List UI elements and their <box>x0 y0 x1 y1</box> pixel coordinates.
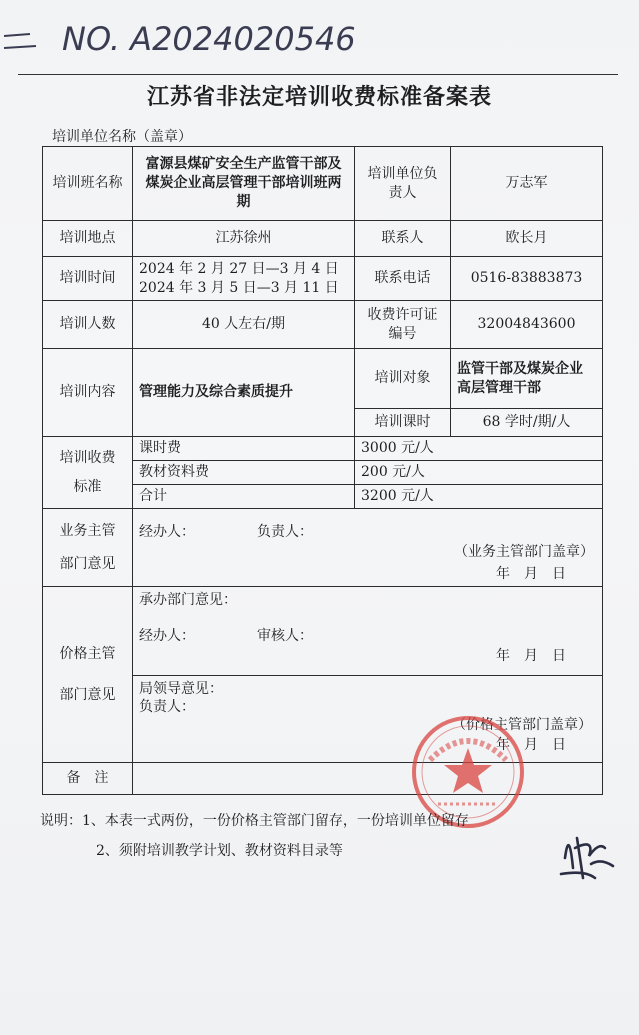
top-rule <box>18 74 618 75</box>
fee-label-line2: 标准 <box>73 478 102 495</box>
license-value: 32004843600 <box>451 301 603 349</box>
location-label: 培训地点 <box>43 221 133 257</box>
row-content-a <box>43 349 603 409</box>
content-label: 培训内容 <box>43 349 133 437</box>
fee-row-1 <box>43 437 603 461</box>
price-date-1: 年 月 日 <box>496 648 566 664</box>
owner-label: 培训单位负责人 <box>355 147 451 221</box>
remark-value <box>133 763 603 795</box>
price-date-2: 年 月 日 <box>496 737 566 753</box>
business-opinion-cell <box>133 509 603 587</box>
price-seal-note: （价格主管部门盖章） <box>452 717 592 733</box>
note-line-2: 2、须附培训教学计划、教材资料目录等 <box>96 843 343 859</box>
form-title: 江苏省非法定培训收费标准备案表 <box>146 84 492 110</box>
filing-form-table <box>42 146 603 795</box>
count-value: 40 人左右/期 <box>133 301 355 349</box>
contact-label: 联系人 <box>355 221 451 257</box>
fee-label-line1: 培训收费 <box>59 449 116 466</box>
price-reviewer: 审核人： <box>257 628 313 644</box>
note-line-1: 说明：1、本表一式两份，一份价格主管部门留存，一份培训单位留存 <box>40 813 469 829</box>
class-name-label: 培训班名称 <box>43 147 133 221</box>
fee-item-amount: 200 元/人 <box>355 461 603 485</box>
contact-value: 欧长月 <box>451 221 603 257</box>
handwritten-signature <box>555 808 625 888</box>
fee-item-amount: 3200 元/人 <box>355 485 603 509</box>
time-label: 培训时间 <box>43 257 133 301</box>
business-label <box>43 509 133 587</box>
phone-value: 0516-83883873 <box>451 257 603 301</box>
price-label <box>43 587 133 763</box>
fee-label <box>43 437 133 509</box>
owner-value: 万志军 <box>451 147 603 221</box>
dept-opinion-label: 承办部门意见： <box>139 592 237 608</box>
price-opinion-cell <box>133 587 603 763</box>
row-class-name <box>43 147 603 221</box>
price-label-line2: 部门意见 <box>59 686 116 703</box>
price-handler: 经办人： <box>139 628 195 644</box>
business-date: 年 月 日 <box>496 566 566 582</box>
price-label-line1: 价格主管 <box>59 645 116 662</box>
row-business-opinion <box>43 509 603 587</box>
business-seal-note: （业务主管部门盖章） <box>454 544 594 560</box>
bureau-principal: 负责人： <box>139 699 195 715</box>
unit-name-label: 培训单位名称（盖章） <box>52 129 192 145</box>
handwritten-number-mark <box>0 8 360 68</box>
business-handler: 经办人： <box>139 524 195 540</box>
target-label: 培训对象 <box>355 349 451 409</box>
handwritten-number: NO. A2024020546 <box>62 20 356 58</box>
time-period-2: 2024 年 3 月 5 日—3 月 11 日 <box>139 279 339 296</box>
row-location <box>43 221 603 257</box>
target-value: 监管干部及煤炭企业高层管理干部 <box>451 349 603 409</box>
fee-item-name: 合计 <box>133 485 355 509</box>
fee-item-name: 教材资料费 <box>133 461 355 485</box>
hours-label: 培训课时 <box>355 409 451 437</box>
time-period-1: 2024 年 2 月 27 日—3 月 4 日 <box>139 260 339 277</box>
location-value: 江苏徐州 <box>133 221 355 257</box>
license-label: 收费许可证编号 <box>355 301 451 349</box>
business-label-line1: 业务主管 <box>59 522 116 539</box>
business-principal: 负责人： <box>257 524 313 540</box>
bureau-opinion-label: 局领导意见： <box>139 681 223 697</box>
content-value: 管理能力及综合素质提升 <box>133 349 355 437</box>
time-value <box>133 257 355 301</box>
row-count <box>43 301 603 349</box>
notes <box>40 806 469 866</box>
phone-label: 联系电话 <box>355 257 451 301</box>
business-label-line2: 部门意见 <box>59 555 116 572</box>
remark-label: 备 注 <box>43 763 133 795</box>
hours-value: 68 学时/期/人 <box>451 409 603 437</box>
fee-item-amount: 3000 元/人 <box>355 437 603 461</box>
count-label: 培训人数 <box>43 301 133 349</box>
row-time <box>43 257 603 301</box>
fee-item-name: 课时费 <box>133 437 355 461</box>
class-name-value: 富源县煤矿安全生产监管干部及煤炭企业高层管理干部培训班两期 <box>133 147 355 221</box>
